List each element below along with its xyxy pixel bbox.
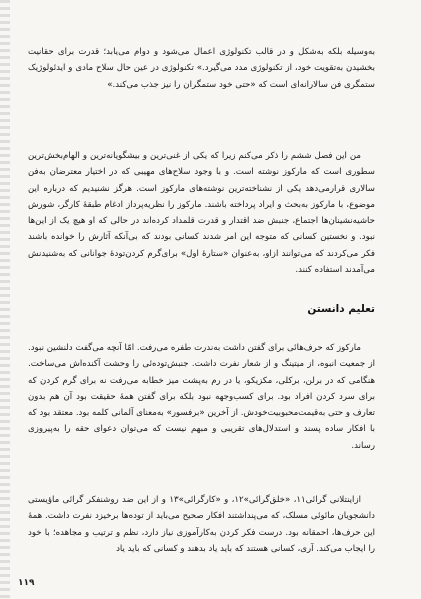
text-block-3	[28, 340, 375, 454]
text-block-4	[28, 492, 375, 557]
paragraph-4: ازاینتلانی گرائی۱۱، «خلق‌گرائی»۱۲، و «کارگرائی»۱۳ و از این ضد روشنفکر گرائی ماؤیستی دانشجویان مائوئی مسلک، که می‌پنداشتند افکار صحیح می‌باید از توده‌ها برخیزد نفرت داشت. همهٔ این حرف‌ها، احمقانه بود. درست فکر کردن به‌کارآموزی نیاز دارد، نظم و ترتیب و مجاهده؛ با خود را ایجاب می‌کند. آری، کسانی هستند که باید یاد بدهند و کسانی که باید یاد	[28, 495, 375, 554]
binding-edge	[0, 0, 10, 599]
paragraph-3: مارکوز که حرف‌هائی برای گفتن داشت به‌ندرت طفره می‌رفت. امّا آنچه می‌گفت دلنشین نبود. از جمعیت انبوه، از میتینگ و از شعار نفرت داشت. جنبش‌توده‌ئی را وحشت آکنده‌اش می‌ساخت. هنگامی که در برلن، برکلی، مکزیکو، یا در رم به‌پشت میز خطابه می‌رفت نه برای گرم کردن که برای سرد کردن افراد بود. برای کسب‌وجهه نبود بلکه برای گفتن همهٔ حقیقت بود آن هم بدون تعارف و حتی به‌قیمت‌محبوبیت‌خودش. از آخرین «برفسور» به‌معنای آلمانی کلمه بود. معتقد بود که با افکار ساده‌ پسند و استدلال‌های تقریبی و مبهم نیست که می‌توان دعوای حقه را به‌پیروزی رساند.	[28, 343, 375, 451]
page-number: ۱۱۹	[18, 578, 35, 588]
text-block-1	[28, 44, 375, 93]
section-heading: تعلیم دانستن	[307, 303, 375, 315]
text-block-2	[28, 148, 375, 278]
paragraph-1: به‌وسیله بلکه به‌شکل و در قالب تکنولوژی اعمال می‌شود و دوام می‌یابد؛ قدرت برای حقانیت بخشیدن به‌تقویت خود، از تکنولوژی مدد می‌گیرد.» تکنولوژی در عین حال سلاح مادی و ایدئولوژیک ستمگری فن سالارانه‌ای است که «حتی خود ستمگران را نیز جذب می‌کند.»	[28, 47, 375, 90]
paragraph-2: من این فصل ششم را ذکر می‌کنم زیرا که یکی از غنی‌ترین و بیشگویانه‌ترین و الهام‌بخش‌ترین سطوری است که مارکوز نوشته است. و با وجود سلاح‌های مهیبی که در اختیار معترضان به‌فن سالاری قرارمی‌دهد یکی از نشناخته‌ترین نوشته‌های مارکوز است. هرگز نشنیدیم که درباره این موضوع، با مارکوز به‌بحث و ایراد پرداخته باشند. مارکوز را نظریه‌پرداز ادغام طبقهٔ کارگر، شورش حاشیه‌نشینان‌ها اجتماع، جنبش ضد اقتدار و قدرت قلمداد کرده‌اند در حالی که او هیچ یک از این‌ها نبود. و نخستین کسانی که متوجه این امر شدند کسانی بودند که بی‌آنکه آثارش را خوانده باشند فکر می‌کردند که می‌توانند ازاو، به‌عنوان «ستارهٔ اول» برای‌گرم کردن‌تودهٔ جوانانی که به‌شنیدنش می‌آمدند استفاده کنند.	[28, 151, 375, 276]
